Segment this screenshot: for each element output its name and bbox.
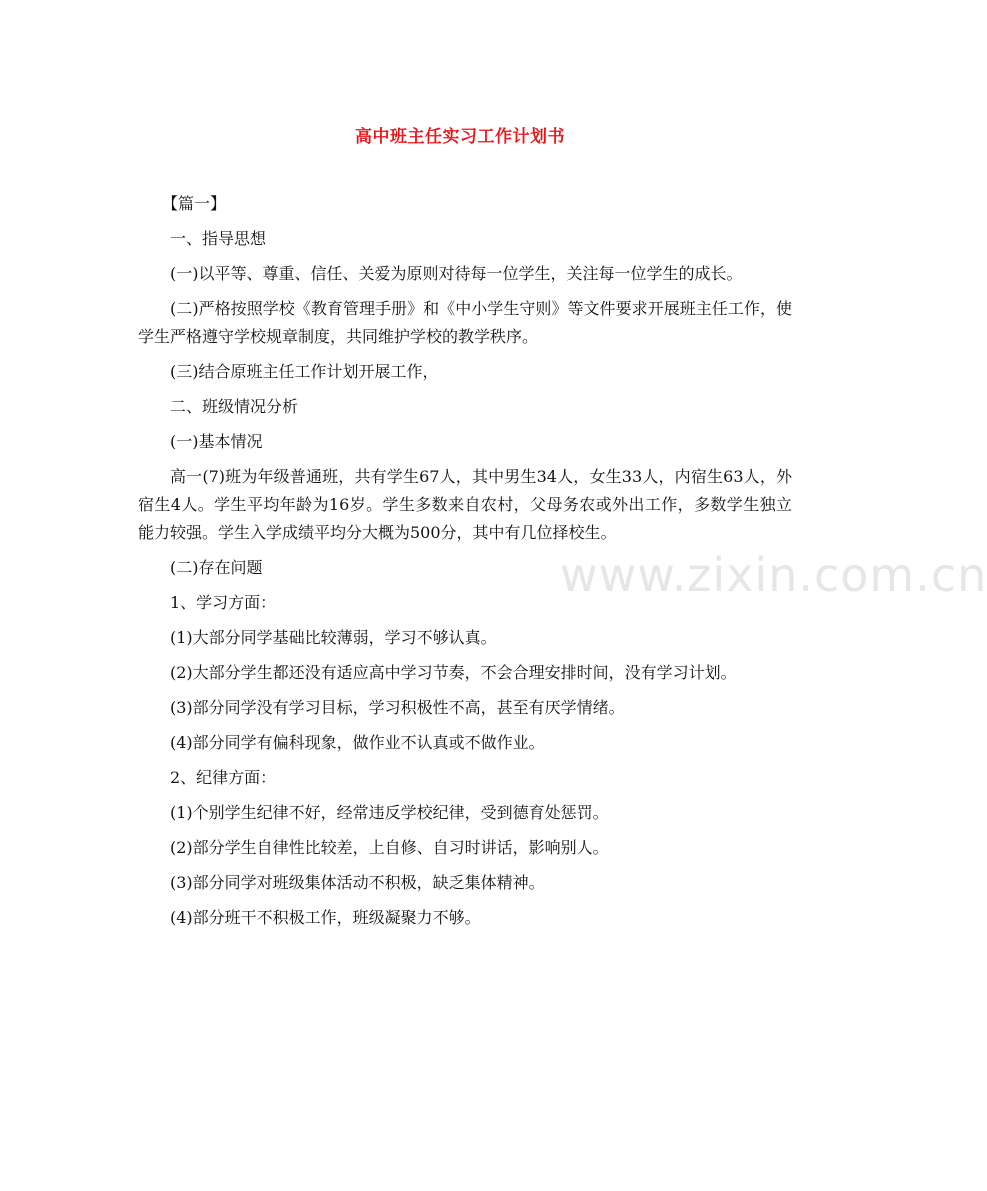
document-title: 高中班主任实习工作计划书 bbox=[355, 127, 565, 147]
list-item: (2)部分学生自律性比较差，上自修、自习时讲话，影响别人。 bbox=[170, 838, 609, 857]
subheading-basic-situation: (一)基本情况 bbox=[170, 432, 263, 451]
subheading-problems: (二)存在问题 bbox=[170, 558, 263, 577]
paragraph: 高一(7)班为年级普通班，共有学生67人，其中男生34人，女生33人，内宿生63人，外宿生4人。学生平均年龄为16岁。学生多数来自农村，父母务农或外出工作，多数学生独立能力较强。学生入学成绩平均分大概为500分，其中有几位择校生。 bbox=[138, 467, 792, 542]
list-item: (2)大部分学生都还没有适应高中学习节奏，不会合理安排时间，没有学习计划。 bbox=[170, 663, 737, 682]
list-item: (3)部分同学对班级集体活动不积极，缺乏集体精神。 bbox=[170, 873, 545, 892]
paragraph: (一)以平等、尊重、信任、关爱为原则对待每一位学生，关注每一位学生的成长。 bbox=[170, 264, 743, 283]
list-item: (1)个别学生纪律不好，经常违反学校纪律，受到德育处惩罚。 bbox=[170, 803, 609, 822]
list-item: (4)部分同学有偏科现象，做作业不认真或不做作业。 bbox=[170, 733, 545, 752]
paragraph: (三)结合原班主任工作计划开展工作， bbox=[170, 362, 439, 381]
paragraph: (二)严格按照学校《教育管理手册》和《中小学生守则》等文件要求开展班主任工作，使学生严格遵守学校规章制度，共同维护学校的教学秩序。 bbox=[138, 299, 792, 346]
document-body bbox=[138, 190, 792, 939]
heading-guiding-ideology: 一、指导思想 bbox=[170, 229, 267, 248]
heading-class-analysis: 二、班级情况分析 bbox=[170, 397, 299, 416]
subheading-discipline: 2、纪律方面： bbox=[170, 768, 277, 787]
list-item: (3)部分同学没有学习目标，学习积极性不高，甚至有厌学情绪。 bbox=[170, 698, 625, 717]
list-item: (1)大部分同学基础比较薄弱，学习不够认真。 bbox=[170, 628, 497, 647]
subheading-study: 1、学习方面： bbox=[170, 593, 277, 612]
watermark: www.zixin.com.cn bbox=[560, 548, 987, 602]
section-label: 【篇一】 bbox=[162, 194, 227, 213]
list-item: (4)部分班干不积极工作，班级凝聚力不够。 bbox=[170, 908, 481, 927]
